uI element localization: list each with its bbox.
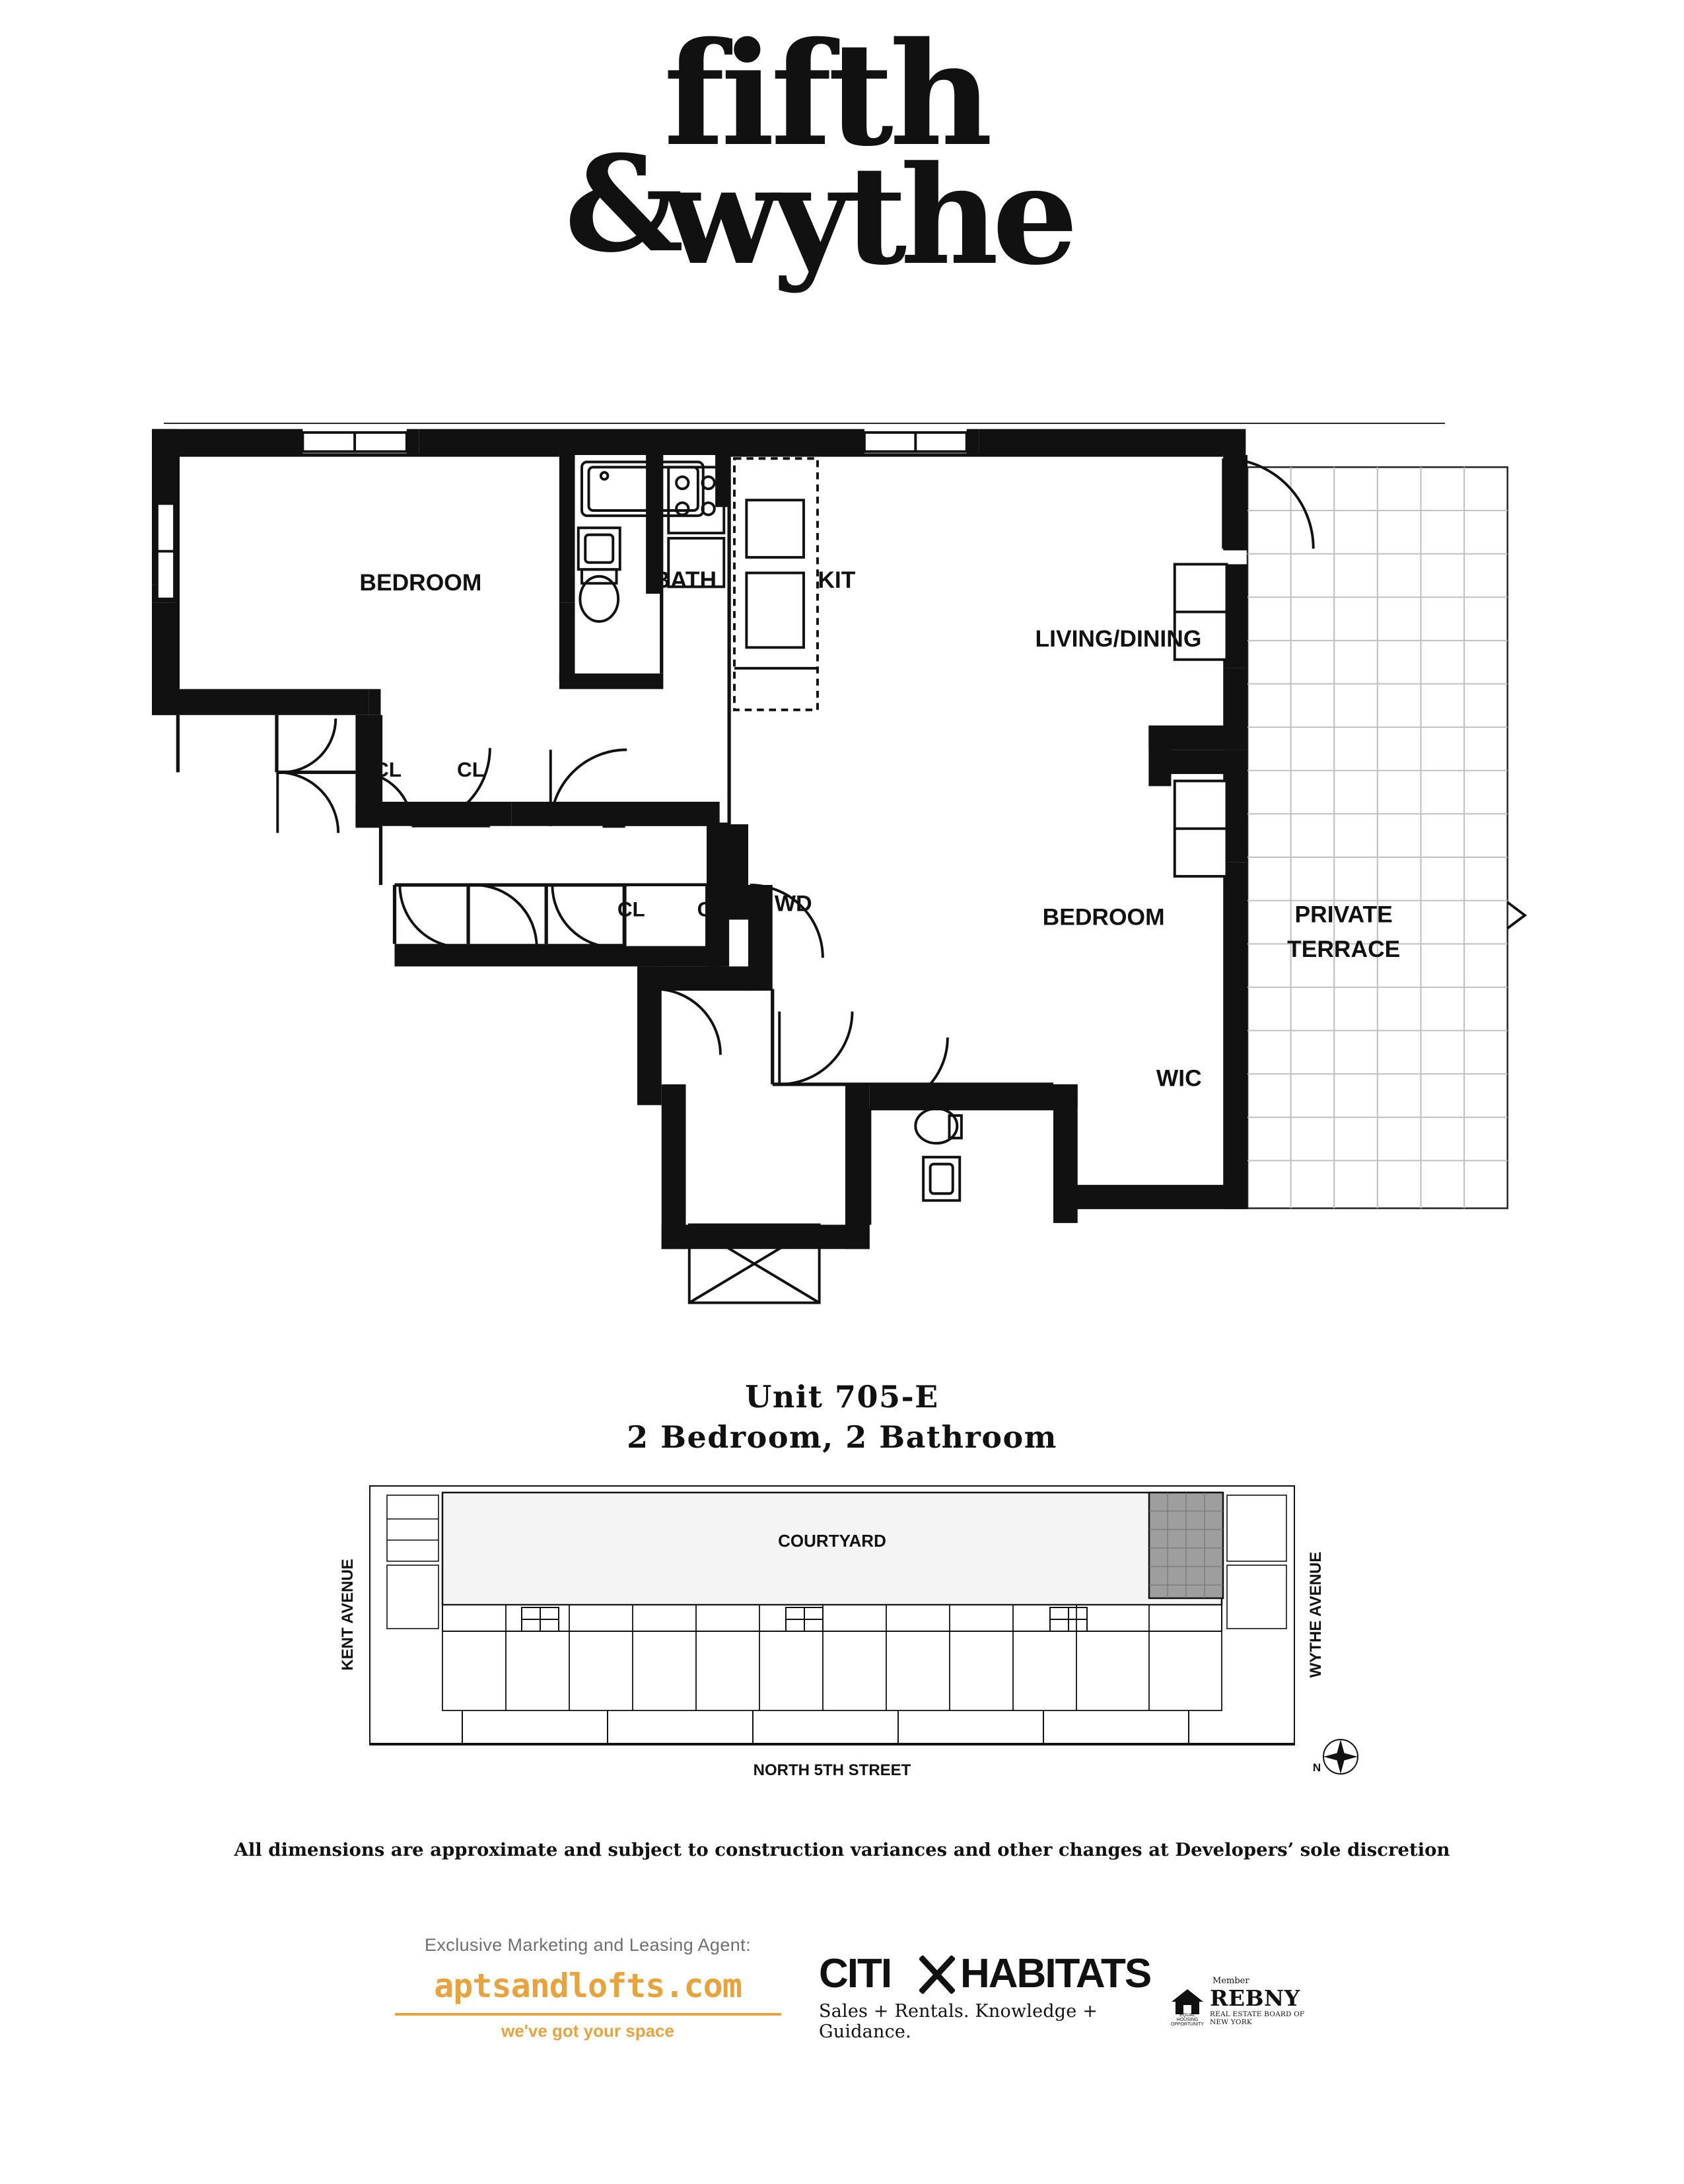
room-label-wd: WD <box>774 891 812 917</box>
terrace-pointer <box>1508 902 1525 928</box>
equal-housing-caption: EQUAL HOUSING OPPORTUNITY <box>1170 2013 1205 2027</box>
rebny-member-label: Member <box>1212 1976 1249 1986</box>
private-terrace-area <box>1247 467 1508 1208</box>
brand-logo-wythe: wythe <box>662 137 1072 295</box>
brand-logo <box>0 11 1684 304</box>
room-label-cl-3: CL <box>617 897 645 921</box>
rebny-logo <box>1169 1976 1321 2035</box>
citi-habitats-x-icon <box>919 1955 955 1994</box>
citi-word: CITI <box>819 1951 892 1996</box>
keyplan-wythe-avenue-label: WYTHE AVENUE <box>1307 1551 1325 1678</box>
unit-config: 2 Bedroom, 2 Bathroom <box>627 1419 1057 1455</box>
compass-rose-icon <box>1313 1740 1358 1774</box>
room-label-bedroom-2: BEDROOM <box>1042 903 1165 931</box>
building-key-plan <box>330 1473 1407 1790</box>
keyplan-courtyard-label: COURTYARD <box>778 1531 886 1551</box>
room-label-kit: KIT <box>818 566 856 593</box>
citi-habitats-tagline: Sales + Rentals. Knowledge + Guidance. <box>819 2001 1098 2042</box>
unit-number: Unit 705-E <box>745 1379 939 1415</box>
floorplan-walls <box>152 429 1247 1250</box>
unit-title <box>0 1377 1684 1457</box>
footer <box>0 1935 1684 2107</box>
disclaimer-text: All dimensions are approximate and subject to construction variances and other changes at Developers’ sole discretion <box>234 1839 1450 1860</box>
room-label-living-dining: LIVING/DINING <box>1035 625 1202 652</box>
exclusive-agent-label: Exclusive Marketing and Leasing Agent: <box>425 1935 751 1955</box>
rebny-subtitle: REAL ESTATE BOARD OF NEW YORK <box>1210 2010 1305 2026</box>
unit-floor-plan <box>152 416 1539 1354</box>
habitats-word: HABITATS <box>960 1951 1151 1996</box>
room-label-private: PRIVATE <box>1294 901 1393 928</box>
brand-logo-ampersand: & <box>565 127 684 282</box>
rebny-word: REBNY <box>1210 1985 1300 2011</box>
bath-fixtures <box>579 462 962 1303</box>
room-label-bath-2: BATH <box>969 1086 1032 1113</box>
aptsandlofts-tagline: we've got your space <box>501 2021 674 2041</box>
room-label-cl-1: CL <box>374 757 402 781</box>
room-label-terrace: TERRACE <box>1287 935 1401 962</box>
brand-logo-fifth: fifth <box>664 11 989 178</box>
aptsandlofts-underline <box>395 2013 781 2016</box>
room-label-wic: WIC <box>1156 1065 1202 1092</box>
room-label-bath-1: BATH <box>653 566 717 593</box>
citi-habitats-logo[interactable] <box>819 1951 1151 2046</box>
keyplan-north-5th-street-label: NORTH 5TH STREET <box>753 1761 911 1779</box>
keyplan-kent-avenue-label: KENT AVENUE <box>339 1559 357 1671</box>
room-label-cl-2: CL <box>457 757 485 781</box>
compass-north-label: N <box>1312 1761 1321 1774</box>
room-label-cl-4: CL <box>697 897 725 921</box>
room-label-bedroom-1: BEDROOM <box>359 569 482 596</box>
aptsandlofts-logo[interactable]: aptsandlofts.com <box>434 1967 742 2005</box>
